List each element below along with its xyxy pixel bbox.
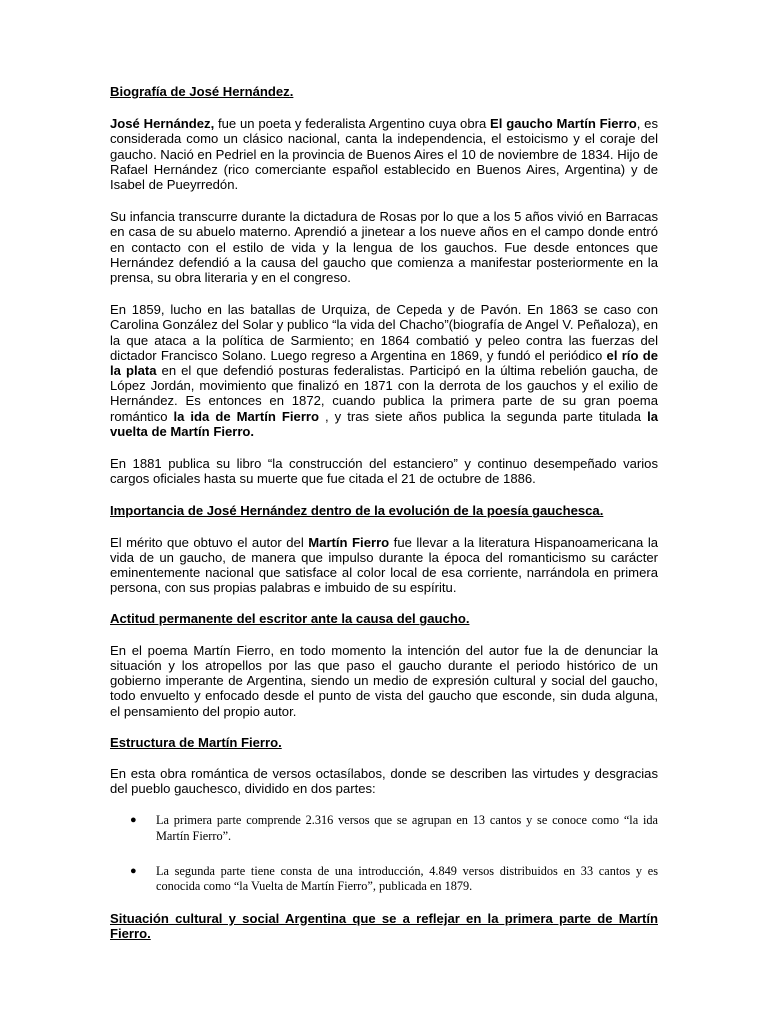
work-title: Martín Fierro [308,534,390,550]
paragraph-intro [110,116,658,192]
list-item [110,813,658,844]
paragraph-text: fue un poeta y federalista Argentino cuya obra [214,116,491,132]
newspaper-title: el río de la plata [110,347,658,379]
heading-situacion: Situación cultural y social Argentina que se a reflejar en la primera parte de Martín Fierro. [110,910,658,941]
heading-importancia: Importancia de José Hernández dentro de la evolución de la poesía gauchesca. [110,503,604,519]
paragraph-text: en el que defendió posturas federalistas. Participó en la última rebelión gaucha, de López Jordán, movimiento que finalizó en 1871 con la derrota de los gauchos y el exilio de Hernández. Es entonces en 1872, cuando publica la primera parte de su gran poema romántico [110,363,658,424]
list-item [110,864,658,895]
list-item-text: La primera parte comprende 2.316 versos que se agrupan en 13 cantos y se conoce como “la ida Martín Fierro”. [156,813,658,843]
list-item-text: La segunda parte tiene consta de una introducción, 4.849 versos distribuidos en 33 cantos y es conocida como “la Vuelta de Martín Fierro”, publicada en 1879. [156,863,658,894]
paragraph-infancia: Su infancia transcurre durante la dictadura de Rosas por lo que a los 5 años vivió en Barracas en casa de su abuelo materno. Aprendió a jinetear a los nueve años en el campo donde entró en contacto con el estilo de vida y la lengua de los gauchos. Fue desde entonces que Hernández defendió a la causa del gaucho que comienza a manifestar posteriormente en la prensa, su obra literaria y en el congreso. [110,209,658,286]
heading-estructura: Estructura de Martín Fierro. [110,734,282,750]
paragraph-text: fue llevar a la literatura Hispanoamericana la vida de un gaucho, de manera que impulso durante la época del romanticismo su carácter eminentemente nacional que satisface al color local de esa corriente, narrándola en primera persona, con sus propias palabras e imbuido de su espíritu. [110,534,659,596]
paragraph-muerte: En 1881 publica su libro “la construcción del estanciero” y continuo desempeñado varios cargos oficiales hasta su muerte que fue citada el 21 de octubre de 1886. [110,456,658,487]
heading-actitud: Actitud permanente del escritor ante la causa del gaucho. [110,611,470,627]
paragraph-merito [110,535,658,596]
bullet-icon: ● [130,814,137,827]
paragraph-text: , y tras siete años publica la segunda parte titulada [319,408,648,424]
work-title-ida: la ida de Martín Fierro [173,408,320,424]
paragraph-text: , es considerada como un clásico nacional, canta la independencia, el estoicismo y el coraje del gaucho. Nació en Pedriel en la provincia de Buenos Aires el 10 de noviembre de 1834. Hijo de Rafael Hernández (rico comerciante español establecido en Buenos Aires, Argentina) y de Isabel de Pueyrredón. [110,116,658,193]
bullet-list [110,813,658,894]
work-title: El gaucho Martín Fierro [490,116,637,132]
heading-biografia: Biografía de José Hernández. [110,84,294,99]
paragraph-trayectoria [110,302,658,439]
paragraph-text: En 1859, lucho en las batallas de Urquiza, de Cepeda y de Pavón. En 1863 se caso con Carolina González del Solar y publico “la vida del Chacho”(biografía de Angel V. Peñaloza), en la que ataca a la política de Sarmiento; en 1864 combatió y peleo contra las fuerzas del dictador Francisco Solano. Luego regreso a Argentina en 1869, y fundó el periódico [110,302,658,363]
author-name: José Hernández, [110,116,215,132]
paragraph-actitud: En el poema Martín Fierro, en todo momento la intención del autor fue la de denunciar la situación y los atropellos por las que paso el gaucho durante el periodo histórico de un gobierno imperante de Argentina, siendo un medio de expresión cultural y social del gaucho, todo envuelto y enfocado desde el punto de vista del gaucho que esconde, sin duda alguna, el pensamiento del propio autor. [110,642,658,719]
paragraph-estructura: En esta obra romántica de versos octasílabos, donde se describen las virtudes y desgracias del pueblo gauchesco, dividido en dos partes: [110,765,658,797]
bullet-icon: ● [130,864,137,877]
document-page [110,84,658,941]
paragraph-text: El mérito que obtuvo el autor del [110,534,309,550]
work-title-vuelta: la vuelta de Martín Fierro. [110,408,658,439]
